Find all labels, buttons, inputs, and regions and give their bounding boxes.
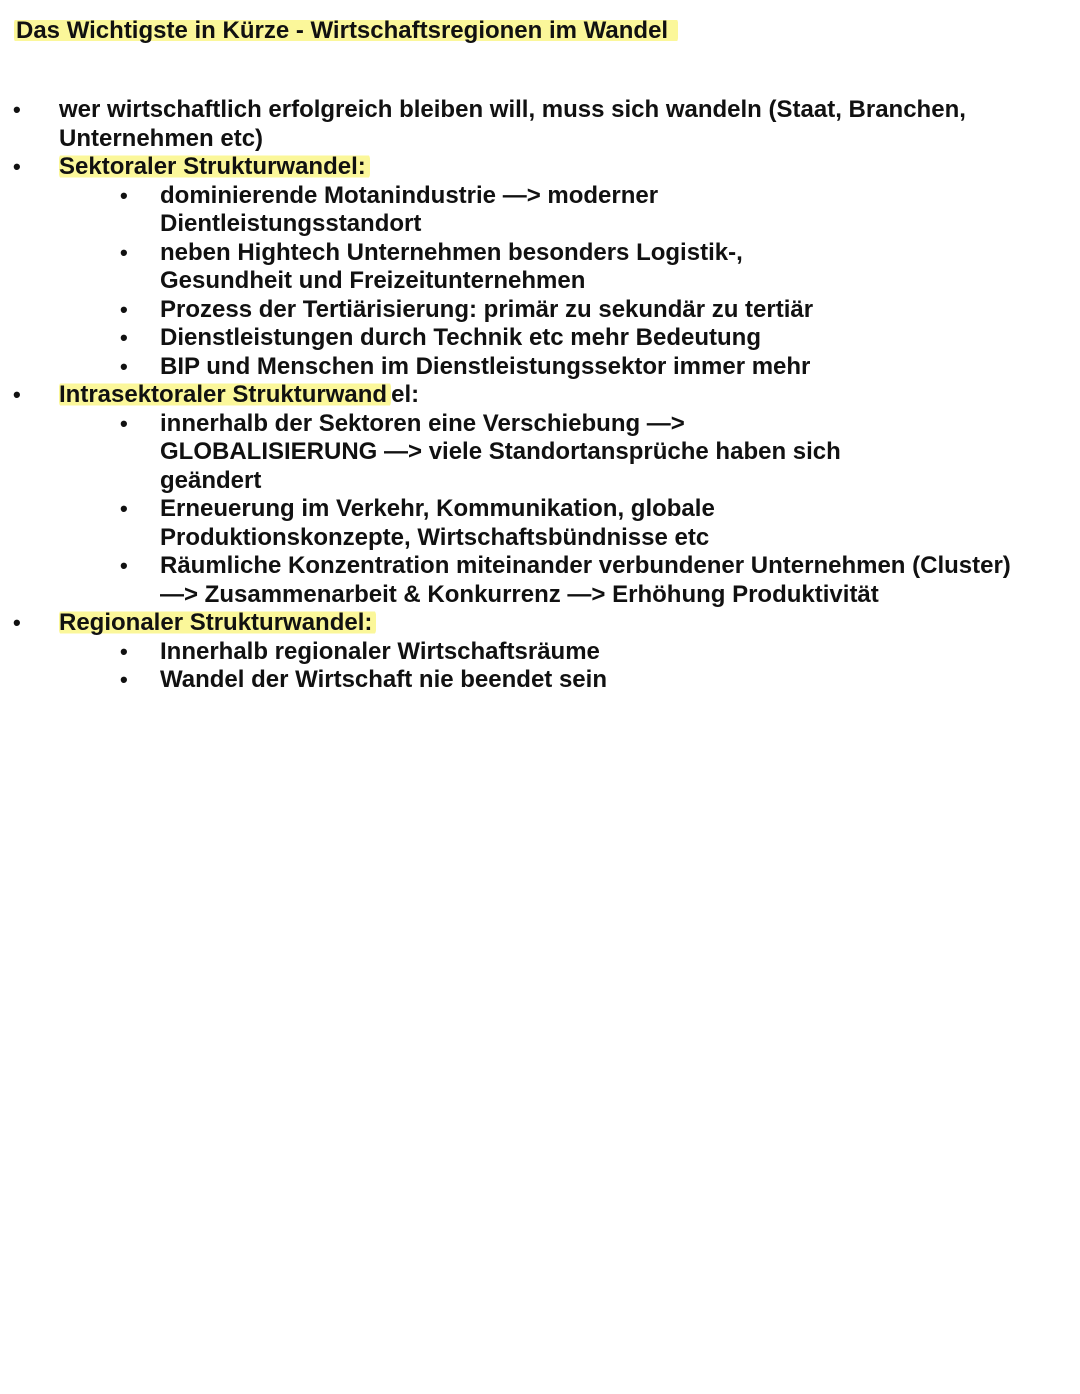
list-item-1 <box>0 96 1019 153</box>
bullet-dot: • <box>120 638 128 664</box>
sub-item-text: Räumliche Konzentration miteinander verbundener Unternehmen (Cluster) —> Zusammenarbeit & Konkurrenz —> Erhöhung Produktivität <box>160 552 1011 608</box>
list-item-regional <box>0 609 1019 638</box>
title-row <box>16 14 678 48</box>
page-title: Das Wichtigste in Kürze - Wirtschaftsregionen im Wandel <box>14 17 678 44</box>
sub-item <box>0 353 1030 382</box>
section-heading-intrasektoral: Intrasektoraler Strukturwand <box>59 381 391 408</box>
bullet-dot: • <box>13 97 21 122</box>
bullet-dot: • <box>13 382 21 407</box>
bullet-dot: • <box>13 610 21 635</box>
sub-item-text: neben Hightech Unternehmen besonders Logistik-, Gesundheit und Freizeitunternehmen <box>160 238 743 294</box>
bullet-dot: • <box>120 353 128 379</box>
bullet-dot: • <box>120 325 128 350</box>
section-heading-intrasektoral-rest: el: <box>391 381 420 408</box>
sub-item <box>0 638 1030 667</box>
sub-item-text: innerhalb der Sektoren eine Verschiebung —> GLOBALISIERUNG —> viele Standortansprüche haben sich geändert <box>160 409 841 494</box>
section-heading-sektoral: Sektoraler Strukturwandel: <box>59 153 370 180</box>
sub-item-text: Wandel der Wirtschaft nie beendet sein <box>160 666 607 693</box>
sub-item <box>0 495 780 552</box>
list-item-text: wer wirtschaftlich erfolgreich bleiben will, muss sich wandeln (Staat, Branchen, Unternehmen etc) <box>59 96 966 152</box>
bullet-dot: • <box>120 410 128 436</box>
list-item-sektoral <box>0 153 1019 182</box>
sub-item <box>0 324 1030 353</box>
sub-item-text: BIP und Menschen im Dienstleistungssektor immer mehr <box>160 352 811 380</box>
section-heading-regional: Regionaler Strukturwandel: <box>59 609 376 636</box>
bullet-dot: • <box>120 553 128 578</box>
bullet-dot: • <box>120 496 128 521</box>
sub-item <box>0 666 1030 695</box>
bullet-dot: • <box>120 182 128 208</box>
sub-item <box>0 182 720 239</box>
sub-item-text: dominierende Motanindustrie —> moderner Dientleistungsstandort <box>160 181 659 237</box>
sub-item <box>0 239 780 296</box>
sub-item <box>0 296 1030 325</box>
bullet-dot: • <box>120 239 128 265</box>
sub-item <box>0 552 1040 609</box>
bullet-list <box>0 96 1080 695</box>
sub-item-text: Innerhalb regionaler Wirtschaftsräume <box>160 637 600 665</box>
sub-item-text: Prozess der Tertiärisierung: primär zu sekundär zu tertiär <box>160 295 814 323</box>
sub-item-text: Dienstleistungen durch Technik etc mehr Bedeutung <box>160 324 761 351</box>
bullet-dot: • <box>13 154 21 179</box>
sub-item <box>0 410 880 496</box>
sub-item-text: Erneuerung im Verkehr, Kommunikation, globale Produktionskonzepte, Wirtschaftsbündnisse etc <box>160 495 715 551</box>
bullet-dot: • <box>120 667 128 692</box>
list-item-intrasektoral <box>0 381 1019 410</box>
bullet-dot: • <box>120 296 128 322</box>
